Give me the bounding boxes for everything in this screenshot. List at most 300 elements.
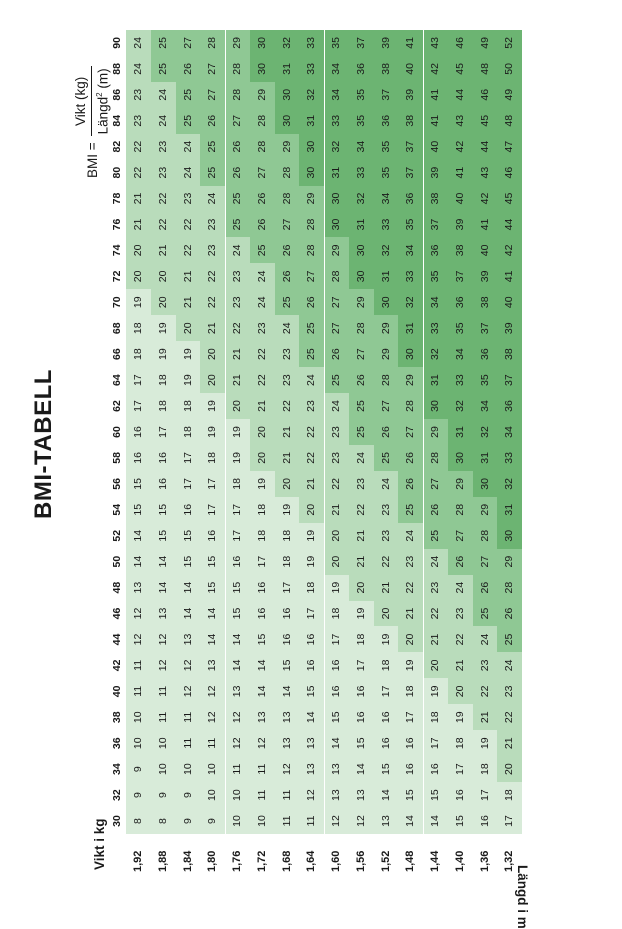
bmi-cell: 22: [176, 237, 201, 263]
height-header-cell: 1,60: [330, 850, 342, 872]
weight-header-cell: 30: [111, 815, 123, 827]
bmi-cell: 17: [225, 497, 250, 523]
bmi-cell: 25: [200, 160, 225, 186]
bmi-cell: 22: [473, 678, 498, 704]
bmi-cell: 26: [225, 134, 250, 160]
row-group-divider: [225, 30, 226, 834]
bmi-cell: 29: [275, 134, 300, 160]
bmi-cell: 16: [324, 678, 349, 704]
bmi-cell: 25: [299, 341, 324, 367]
table-row: [374, 30, 399, 834]
bmi-cell: 14: [423, 808, 448, 834]
bmi-cell: 20: [448, 678, 473, 704]
bmi-cell: 23: [497, 678, 522, 704]
table-row: [448, 30, 473, 834]
weight-header-cell: 62: [111, 400, 123, 412]
bmi-cell: 32: [275, 30, 300, 56]
bmi-cell: 49: [473, 30, 498, 56]
bmi-cell: 30: [473, 471, 498, 497]
bmi-cell: 37: [374, 82, 399, 108]
bmi-cell: 23: [349, 471, 374, 497]
bmi-cell: 20: [299, 497, 324, 523]
bmi-cell: 17: [497, 808, 522, 834]
bmi-cell: 21: [225, 367, 250, 393]
bmi-cell: 24: [398, 523, 423, 549]
weight-header-cell: 56: [111, 478, 123, 490]
bmi-cell: 33: [398, 263, 423, 289]
bmi-cell: 26: [398, 471, 423, 497]
bmi-cell: 25: [324, 367, 349, 393]
bmi-cell: 25: [398, 497, 423, 523]
bmi-cell: 14: [126, 523, 151, 549]
bmi-cell: 35: [374, 134, 399, 160]
table-row: [497, 30, 522, 834]
bmi-cell: 37: [448, 263, 473, 289]
weight-header-cell: 58: [111, 452, 123, 464]
bmi-cell: 30: [299, 160, 324, 186]
bmi-cell: 19: [225, 419, 250, 445]
bmi-cell: 15: [176, 523, 201, 549]
bmi-cell: 16: [250, 601, 275, 627]
bmi-cell: 22: [126, 134, 151, 160]
bmi-cell: 36: [423, 237, 448, 263]
formula-denominator-unit: (m): [95, 68, 111, 93]
bmi-cell: 28: [324, 263, 349, 289]
bmi-cell: 23: [275, 341, 300, 367]
bmi-cell: 10: [176, 756, 201, 782]
bmi-cell: 28: [299, 237, 324, 263]
bmi-cell: 33: [448, 367, 473, 393]
bmi-cell: 23: [225, 263, 250, 289]
bmi-cell: 21: [176, 263, 201, 289]
bmi-cell: 19: [225, 445, 250, 471]
height-header-cell: 1,56: [354, 850, 367, 872]
bmi-cell: 15: [448, 808, 473, 834]
bmi-cell: 22: [200, 289, 225, 315]
bmi-cell: 18: [275, 523, 300, 549]
row-group-divider: [423, 30, 424, 834]
bmi-cell: 14: [250, 678, 275, 704]
bmi-cell: 19: [299, 549, 324, 575]
weight-header-cell: 42: [111, 659, 123, 672]
weight-header-cell: 70: [111, 296, 123, 309]
bmi-cell: 8: [126, 808, 151, 834]
bmi-cell: 24: [176, 160, 201, 186]
bmi-cell: 19: [423, 678, 448, 704]
bmi-cell: 14: [126, 549, 151, 575]
bmi-cell: 15: [126, 497, 151, 523]
bmi-cell: 39: [398, 82, 423, 108]
bmi-cell: 13: [151, 601, 176, 627]
bmi-cell: 13: [275, 730, 300, 756]
height-header-cell: 1,36: [478, 850, 491, 872]
bmi-cell: 34: [423, 289, 448, 315]
bmi-cell: 12: [349, 808, 374, 834]
bmi-cell: 21: [448, 652, 473, 678]
bmi-cell: 16: [151, 471, 176, 497]
bmi-cell: 13: [374, 808, 399, 834]
bmi-cell: 20: [126, 263, 151, 289]
bmi-cell: 44: [473, 134, 498, 160]
bmi-cell: 33: [299, 30, 324, 56]
bmi-cell: 21: [126, 212, 151, 238]
bmi-cell: 14: [324, 730, 349, 756]
bmi-cell: 16: [250, 575, 275, 601]
bmi-cell: 34: [374, 186, 399, 212]
bmi-cell: 39: [473, 263, 498, 289]
bmi-cell: 26: [250, 212, 275, 238]
bmi-cell: 38: [398, 108, 423, 134]
bmi-cell: 28: [374, 367, 399, 393]
weight-header-cell: 38: [111, 711, 123, 724]
bmi-cell: 10: [126, 730, 151, 756]
bmi-cell: 11: [275, 782, 300, 808]
bmi-cell: 17: [448, 756, 473, 782]
bmi-cell: 27: [473, 549, 498, 575]
bmi-cell: 29: [473, 497, 498, 523]
bmi-cell: 20: [324, 549, 349, 575]
bmi-cell: 44: [497, 212, 522, 238]
bmi-cell: 17: [200, 497, 225, 523]
bmi-cell: 17: [374, 678, 399, 704]
bmi-cell: 22: [374, 549, 399, 575]
table-row: [398, 30, 423, 834]
bmi-cell: 34: [349, 134, 374, 160]
bmi-cell: 46: [497, 160, 522, 186]
bmi-cell: 32: [299, 82, 324, 108]
bmi-cell: 50: [497, 56, 522, 82]
bmi-cell: 12: [200, 704, 225, 730]
bmi-cell: 15: [126, 471, 151, 497]
bmi-cell: 19: [299, 523, 324, 549]
bmi-cell: 10: [250, 808, 275, 834]
bmi-cell: 33: [299, 56, 324, 82]
bmi-cell: 19: [448, 704, 473, 730]
bmi-cell: 12: [275, 756, 300, 782]
bmi-cell: 23: [423, 575, 448, 601]
bmi-cell: 21: [225, 341, 250, 367]
formula-label: BMI =: [84, 142, 100, 178]
bmi-cell: 13: [299, 756, 324, 782]
bmi-cell: 33: [324, 108, 349, 134]
bmi-cell: 28: [250, 134, 275, 160]
bmi-cell: 14: [299, 704, 324, 730]
bmi-cell: 22: [423, 601, 448, 627]
formula-denominator-exponent: 2: [95, 92, 105, 97]
weight-axis-title: Vikt i kg: [92, 818, 107, 870]
table-row: [299, 30, 324, 834]
height-header-cell: 1,72: [255, 850, 268, 872]
bmi-cell: 24: [299, 367, 324, 393]
bmi-cell: 22: [398, 575, 423, 601]
bmi-cell: 23: [473, 652, 498, 678]
bmi-cell: 30: [448, 445, 473, 471]
bmi-cell: 22: [275, 393, 300, 419]
bmi-cell: 34: [324, 56, 349, 82]
bmi-cell: 18: [275, 549, 300, 575]
bmi-cell: 16: [200, 523, 225, 549]
bmi-cell: 21: [176, 289, 201, 315]
bmi-cell: 28: [275, 186, 300, 212]
bmi-cell: 48: [473, 56, 498, 82]
bmi-cell: 41: [497, 263, 522, 289]
height-header-column: [126, 838, 522, 872]
bmi-cell: 40: [473, 237, 498, 263]
weight-header-cell: 40: [111, 685, 123, 698]
bmi-cell: 18: [151, 393, 176, 419]
bmi-cell: 34: [497, 419, 522, 445]
bmi-cell: 26: [374, 419, 399, 445]
bmi-cell: 15: [151, 497, 176, 523]
bmi-cell: 20: [374, 601, 399, 627]
bmi-cell: 12: [176, 652, 201, 678]
weight-header-cell: 46: [111, 607, 123, 620]
bmi-cell: 24: [275, 315, 300, 341]
bmi-cell: 19: [374, 627, 399, 653]
bmi-cell: 8: [151, 808, 176, 834]
table-row: [324, 30, 349, 834]
bmi-cell: 37: [398, 160, 423, 186]
weight-header-cell: 72: [111, 270, 123, 283]
weight-header-cell: 52: [111, 529, 123, 542]
bmi-cell: 23: [374, 523, 399, 549]
bmi-cell: 16: [299, 652, 324, 678]
table-row: [473, 30, 498, 834]
bmi-cell: 28: [349, 315, 374, 341]
bmi-cell: 32: [349, 186, 374, 212]
weight-header-cell: 80: [111, 166, 123, 179]
bmi-cell: 11: [200, 730, 225, 756]
bmi-cell: 31: [473, 445, 498, 471]
bmi-cell: 31: [349, 212, 374, 238]
bmi-cell: 17: [398, 704, 423, 730]
bmi-cell: 29: [349, 289, 374, 315]
bmi-cell: 27: [349, 341, 374, 367]
bmi-cell: 11: [126, 652, 151, 678]
bmi-cell: 13: [299, 730, 324, 756]
bmi-cell: 15: [275, 652, 300, 678]
bmi-cell: 27: [398, 419, 423, 445]
bmi-cell: 21: [126, 186, 151, 212]
table-row: [423, 30, 448, 834]
bmi-cell: 28: [448, 497, 473, 523]
bmi-cell: 26: [275, 263, 300, 289]
bmi-cell: 28: [299, 212, 324, 238]
bmi-cell: 19: [151, 341, 176, 367]
bmi-cell: 35: [374, 160, 399, 186]
bmi-cell: 20: [225, 393, 250, 419]
bmi-cell: 36: [497, 393, 522, 419]
bmi-cell: 22: [497, 704, 522, 730]
bmi-cell: 16: [374, 704, 399, 730]
weight-header-cell: 74: [111, 244, 123, 257]
bmi-cell: 40: [448, 186, 473, 212]
bmi-cell: 14: [151, 575, 176, 601]
bmi-cell: 18: [497, 782, 522, 808]
bmi-cell: 15: [225, 601, 250, 627]
height-header-cell: 1,76: [231, 850, 243, 872]
bmi-cell: 17: [151, 419, 176, 445]
bmi-cell: 25: [151, 56, 176, 82]
bmi-cell: 45: [473, 108, 498, 134]
bmi-cell: 23: [275, 367, 300, 393]
bmi-cell: 18: [225, 471, 250, 497]
bmi-cell: 12: [299, 782, 324, 808]
bmi-cell: 22: [324, 471, 349, 497]
bmi-cell: 10: [225, 782, 250, 808]
bmi-cell: 12: [324, 808, 349, 834]
bmi-cell: 30: [275, 82, 300, 108]
bmi-cell: 17: [299, 601, 324, 627]
bmi-cell: 35: [423, 263, 448, 289]
bmi-cell: 13: [324, 782, 349, 808]
bmi-cell: 29: [423, 419, 448, 445]
bmi-cell: 20: [349, 575, 374, 601]
bmi-cell: 16: [423, 756, 448, 782]
bmi-cell: 12: [151, 627, 176, 653]
bmi-cell: 33: [423, 315, 448, 341]
bmi-cell: 32: [473, 419, 498, 445]
bmi-cell: 11: [250, 782, 275, 808]
bmi-cell: 32: [423, 341, 448, 367]
bmi-cell: 38: [423, 186, 448, 212]
bmi-cell: 24: [374, 471, 399, 497]
bmi-cell: 35: [448, 315, 473, 341]
page-title: BMI-TABELL: [30, 369, 57, 519]
bmi-cell: 26: [200, 108, 225, 134]
bmi-cell: 27: [275, 212, 300, 238]
bmi-cell: 22: [176, 212, 201, 238]
bmi-cell: 18: [324, 601, 349, 627]
bmi-cell: 19: [176, 367, 201, 393]
height-header-cell: 1,52: [379, 850, 392, 872]
bmi-cell: 11: [176, 730, 201, 756]
bmi-cell: 31: [423, 367, 448, 393]
weight-header-cell: 90: [111, 37, 123, 49]
bmi-cell: 22: [151, 186, 176, 212]
bmi-cell: 12: [151, 652, 176, 678]
height-header-cell: 1,92: [132, 850, 144, 872]
bmi-cell: 20: [151, 289, 176, 315]
bmi-cell: 27: [250, 160, 275, 186]
bmi-cell: 32: [374, 237, 399, 263]
bmi-cell: 15: [200, 549, 225, 575]
row-group-divider: [324, 30, 325, 834]
bmi-cell: 31: [497, 497, 522, 523]
bmi-cell: 38: [374, 56, 399, 82]
bmi-cell: 20: [200, 341, 225, 367]
bmi-cell: 9: [176, 808, 201, 834]
table-row: [126, 30, 151, 834]
bmi-cell: 17: [176, 471, 201, 497]
bmi-cell: 21: [151, 237, 176, 263]
weight-header-cell: 50: [111, 555, 123, 568]
bmi-cell: 25: [176, 108, 201, 134]
bmi-cell: 25: [423, 523, 448, 549]
height-header-cell: 1,68: [280, 850, 293, 872]
table-row: [349, 30, 374, 834]
bmi-cell: 31: [299, 108, 324, 134]
bmi-cell: 21: [299, 471, 324, 497]
bmi-cell: 35: [324, 30, 349, 56]
bmi-cell: 15: [349, 730, 374, 756]
bmi-cell: 36: [398, 186, 423, 212]
bmi-cell: 18: [126, 315, 151, 341]
bmi-cell: 36: [448, 289, 473, 315]
bmi-cell: 41: [448, 160, 473, 186]
bmi-cell: 40: [398, 56, 423, 82]
bmi-cell: 23: [324, 445, 349, 471]
bmi-cell: 46: [448, 30, 473, 56]
bmi-cell: 19: [200, 393, 225, 419]
bmi-cell: 21: [275, 445, 300, 471]
bmi-cell: 28: [423, 445, 448, 471]
bmi-cell: 13: [126, 575, 151, 601]
bmi-cell: 12: [225, 730, 250, 756]
bmi-cell: 28: [473, 523, 498, 549]
bmi-cell: 43: [448, 108, 473, 134]
bmi-cell: 27: [324, 289, 349, 315]
bmi-cell: 16: [448, 782, 473, 808]
formula-numerator: Vikt (kg): [73, 76, 89, 126]
bmi-cell: 39: [448, 212, 473, 238]
height-axis-title: Längd i m: [515, 865, 530, 929]
bmi-cell: 21: [423, 627, 448, 653]
bmi-cell: 26: [324, 341, 349, 367]
bmi-cell: 13: [225, 678, 250, 704]
bmi-cell: 29: [374, 315, 399, 341]
table-row: [200, 30, 225, 834]
bmi-cell: 29: [497, 549, 522, 575]
bmi-cell: 26: [448, 549, 473, 575]
bmi-cell: 41: [423, 108, 448, 134]
bmi-cell: 21: [275, 419, 300, 445]
bmi-cell: 23: [398, 549, 423, 575]
bmi-cell: 12: [126, 601, 151, 627]
bmi-cell: 20: [275, 471, 300, 497]
bmi-cell: 25: [275, 289, 300, 315]
bmi-cell: 30: [349, 263, 374, 289]
height-header-cell: 1,84: [181, 850, 194, 872]
bmi-cell: 11: [275, 808, 300, 834]
bmi-cell: 16: [126, 419, 151, 445]
bmi-cell: 10: [151, 756, 176, 782]
bmi-cell: 16: [225, 549, 250, 575]
table-row: [176, 30, 201, 834]
bmi-cell: 35: [349, 108, 374, 134]
bmi-cell: 24: [151, 82, 176, 108]
bmi-cell: 24: [448, 575, 473, 601]
bmi-cell: 10: [200, 782, 225, 808]
bmi-cell: 18: [176, 393, 201, 419]
bmi-cell: 15: [324, 704, 349, 730]
bmi-cell: 19: [176, 341, 201, 367]
bmi-cell: 34: [398, 237, 423, 263]
bmi-cell: 25: [349, 393, 374, 419]
bmi-cell: 48: [497, 108, 522, 134]
bmi-cell: 27: [374, 393, 399, 419]
bmi-cell: 29: [299, 186, 324, 212]
bmi-cell: 14: [349, 756, 374, 782]
bmi-cell: 26: [250, 186, 275, 212]
bmi-cell: 22: [126, 160, 151, 186]
bmi-cell: 28: [200, 30, 225, 56]
bmi-cell: 22: [200, 263, 225, 289]
bmi-cell: 16: [473, 808, 498, 834]
bmi-cell: 18: [250, 497, 275, 523]
bmi-cell: 21: [374, 575, 399, 601]
weight-header-cell: 64: [111, 374, 123, 386]
